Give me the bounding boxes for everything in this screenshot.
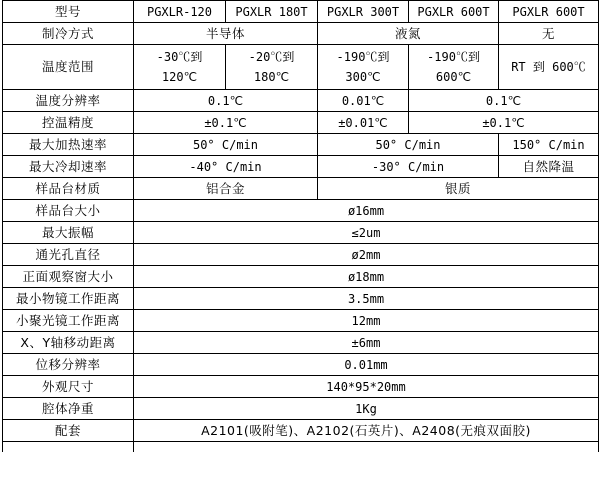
row-label-max-cooling: 最大冷却速率 [3, 156, 134, 178]
cooling-liquid-nitrogen: 液氮 [318, 23, 499, 45]
row-label-max-amplitude: 最大振幅 [3, 222, 134, 244]
row-label-min-objective-wd: 最小物镜工作距离 [3, 288, 134, 310]
temp-accuracy-b: ±0.01℃ [318, 112, 409, 134]
min-condenser-wd-value: 12mm [134, 310, 599, 332]
max-amplitude-value: ≤2um [134, 222, 599, 244]
aperture-row [3, 244, 599, 266]
table-cell-empty [3, 442, 134, 453]
stage-size-value: ø16mm [134, 200, 599, 222]
aperture-value: ø2mm [134, 244, 599, 266]
max-heating-c: 150° C/min [499, 134, 599, 156]
dimensions-row [3, 376, 599, 398]
model-1: PGXLR-120 [134, 1, 226, 23]
temp-accuracy-row [3, 112, 599, 134]
xy-travel-value: ±6mm [134, 332, 599, 354]
weight-value: 1Kg [134, 398, 599, 420]
model-3: PGXLR 300T [318, 1, 409, 23]
header-row [3, 1, 599, 23]
row-label-weight: 腔体净重 [3, 398, 134, 420]
temp-range-cell: -20℃到 180℃ [226, 45, 318, 90]
temp-range-cell: -190℃到 300℃ [318, 45, 409, 90]
row-label-xy-travel: X、Y轴移动距离 [3, 332, 134, 354]
xy-travel-row [3, 332, 599, 354]
row-label-stage-material: 样品台材质 [3, 178, 134, 200]
temp-resolution-row [3, 90, 599, 112]
weight-row [3, 398, 599, 420]
row-label-temp-accuracy: 控温精度 [3, 112, 134, 134]
temp-resolution-a: 0.1℃ [134, 90, 318, 112]
row-label-max-heating: 最大加热速率 [3, 134, 134, 156]
cooling-semiconductor: 半导体 [134, 23, 318, 45]
row-label-disp-resolution: 位移分辨率 [3, 354, 134, 376]
model-4: PGXLR 600T [409, 1, 499, 23]
max-heating-row [3, 134, 599, 156]
accessories-value: A2101(吸附笔)、A2102(石英片)、A2408(无痕双面胶) [134, 420, 599, 442]
disp-resolution-row [3, 354, 599, 376]
row-label-aperture: 通光孔直径 [3, 244, 134, 266]
stage-material-b: 银质 [318, 178, 599, 200]
row-label-stage-size: 样品台大小 [3, 200, 134, 222]
temp-accuracy-c: ±0.1℃ [409, 112, 599, 134]
stage-size-row [3, 200, 599, 222]
max-amplitude-row [3, 222, 599, 244]
row-label-model: 型号 [3, 1, 134, 23]
spec-table [2, 0, 599, 452]
row-label-accessories: 配套 [3, 420, 134, 442]
dimensions-value: 140*95*20mm [134, 376, 599, 398]
row-label-temp-resolution: 温度分辨率 [3, 90, 134, 112]
stage-material-a: 铝合金 [134, 178, 318, 200]
max-heating-a: 50° C/min [134, 134, 318, 156]
row-label-temp-range: 温度范围 [3, 45, 134, 90]
temp-range-cell: RT 到 600℃ [499, 45, 599, 90]
temp-range-cell: -190℃到 600℃ [409, 45, 499, 90]
temp-accuracy-a: ±0.1℃ [134, 112, 318, 134]
temp-range-cell: -30℃到 120℃ [134, 45, 226, 90]
max-cooling-a: -40° C/min [134, 156, 318, 178]
temp-resolution-c: 0.1℃ [409, 90, 599, 112]
max-cooling-b: -30° C/min [318, 156, 499, 178]
row-label-dimensions: 外观尺寸 [3, 376, 134, 398]
model-5: PGXLR 600T [499, 1, 599, 23]
disp-resolution-value: 0.01mm [134, 354, 599, 376]
window-value: ø18mm [134, 266, 599, 288]
cooling-row [3, 23, 599, 45]
min-objective-wd-row [3, 288, 599, 310]
max-heating-b: 50° C/min [318, 134, 499, 156]
min-objective-wd-value: 3.5mm [134, 288, 599, 310]
table-row-cut [3, 442, 599, 453]
temp-range-row [3, 45, 599, 90]
row-label-min-condenser-wd: 小聚光镜工作距离 [3, 310, 134, 332]
temp-resolution-b: 0.01℃ [318, 90, 409, 112]
row-label-cooling: 制冷方式 [3, 23, 134, 45]
max-cooling-c: 自然降温 [499, 156, 599, 178]
max-cooling-row [3, 156, 599, 178]
min-condenser-wd-row [3, 310, 599, 332]
table-cell-empty [134, 442, 599, 453]
model-2: PGXLR 180T [226, 1, 318, 23]
window-row [3, 266, 599, 288]
accessories-row [3, 420, 599, 442]
cooling-none: 无 [499, 23, 599, 45]
row-label-window: 正面观察窗大小 [3, 266, 134, 288]
stage-material-row [3, 178, 599, 200]
